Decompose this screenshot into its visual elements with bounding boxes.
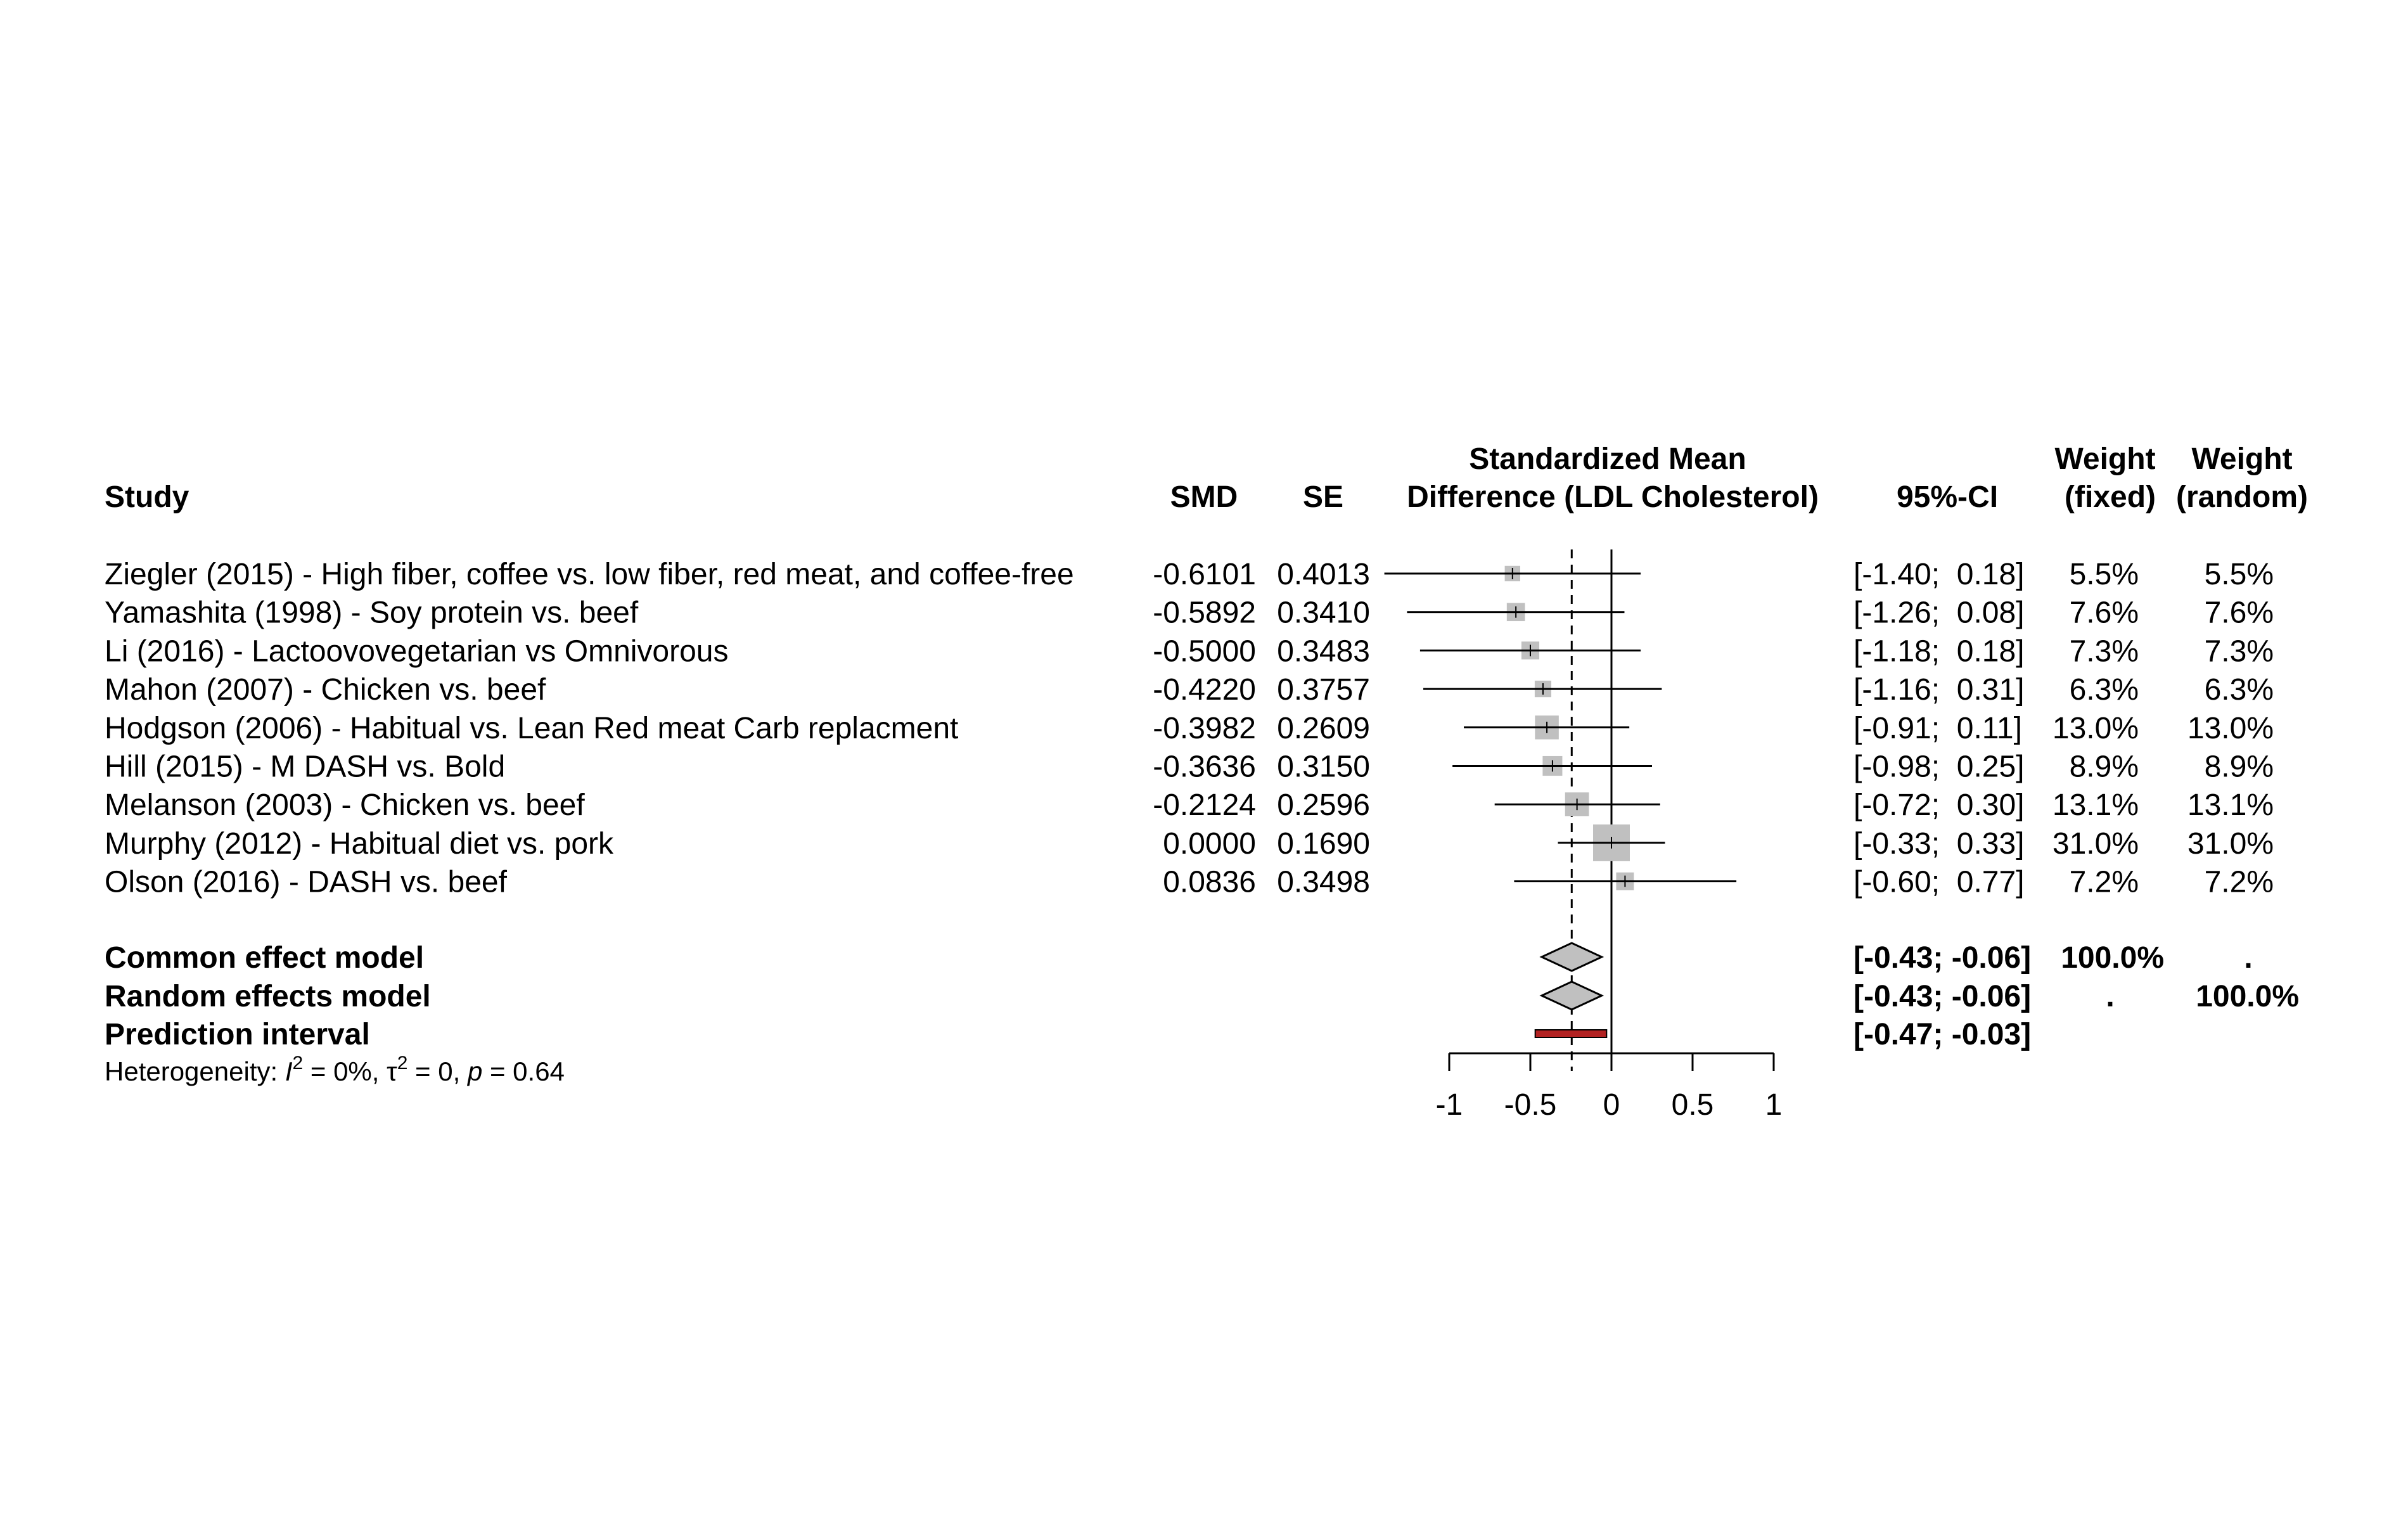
- common-ci: [-0.43; -0.06]: [1854, 941, 2032, 975]
- ci-value: [-0.33; 0.33]: [1854, 826, 2025, 861]
- header-se: SE: [1302, 480, 1344, 514]
- ci-value: [-0.98; 0.25]: [1854, 750, 2025, 784]
- het-p-symbol: p: [467, 1056, 483, 1086]
- weight-random-value: 7.3%: [2204, 634, 2274, 669]
- common-effect-diamond: [1542, 943, 1602, 971]
- het-tau-symbol: τ: [387, 1056, 397, 1086]
- random-label: Random effects model: [105, 980, 431, 1013]
- common-label: Common effect model: [105, 941, 425, 975]
- study-label: Olson (2016) - DASH vs. beef: [105, 865, 507, 899]
- header-weight-random-line1: Weight: [2191, 442, 2293, 476]
- plot-area: [1385, 549, 1737, 1071]
- se-value: 0.2609: [1277, 711, 1370, 745]
- random-effect-diamond: [1542, 982, 1602, 1010]
- x-axis-tick-label: 1: [1765, 1088, 1783, 1122]
- weight-fixed-value: 13.1%: [2052, 788, 2139, 823]
- header-study: Study: [105, 480, 189, 514]
- x-axis-tick-label: 0: [1603, 1088, 1620, 1122]
- weight-fixed-value: 7.2%: [2069, 865, 2139, 899]
- se-value: 0.4013: [1277, 558, 1370, 591]
- weight-random-value: 7.2%: [2204, 865, 2274, 899]
- header-weight-fixed-line1: Weight: [2054, 442, 2156, 476]
- se-value: 0.3483: [1277, 634, 1370, 669]
- smd-value: -0.2124: [1153, 788, 1256, 823]
- summary-rows: [105, 941, 2299, 1051]
- ci-value: [-1.40; 0.18]: [1854, 558, 2025, 591]
- x-axis-tick-label: -1: [1435, 1088, 1463, 1122]
- smd-value: 0.0000: [1163, 826, 1256, 861]
- study-label: Melanson (2003) - Chicken vs. beef: [105, 788, 585, 823]
- se-value: 0.3150: [1277, 750, 1370, 784]
- het-i2-sup: 2: [292, 1053, 304, 1074]
- prediction-ci: [-0.47; -0.03]: [1854, 1018, 2032, 1051]
- x-axis: [1436, 1053, 1783, 1122]
- column-headers: [105, 442, 2308, 514]
- weight-random-value: 8.9%: [2204, 750, 2274, 784]
- random-weight-random: 100.0%: [2196, 980, 2299, 1013]
- het-tau-sup: 2: [397, 1053, 408, 1074]
- weight-random-value: 13.1%: [2187, 788, 2274, 823]
- se-value: 0.3410: [1277, 596, 1370, 630]
- ci-value: [-1.16; 0.31]: [1854, 673, 2025, 707]
- x-axis-tick-label: -0.5: [1504, 1088, 1557, 1122]
- se-value: 0.3757: [1277, 673, 1370, 707]
- het-prefix: Heterogeneity:: [105, 1056, 285, 1086]
- header-ci: 95%-CI: [1896, 480, 1999, 514]
- random-weight-fixed: .: [2106, 980, 2115, 1013]
- header-plot-line2: Difference (LDL Cholesterol): [1407, 480, 1819, 514]
- weight-fixed-value: 5.5%: [2069, 558, 2139, 591]
- weight-random-value: 6.3%: [2204, 673, 2274, 707]
- weight-fixed-value: 7.3%: [2069, 634, 2139, 669]
- study-label: Li (2016) - Lactoovovegetarian vs Omnivorous: [105, 634, 729, 669]
- study-label: Murphy (2012) - Habitual diet vs. pork: [105, 826, 614, 861]
- ci-value: [-1.26; 0.08]: [1854, 596, 2025, 630]
- ci-value: [-0.91; 0.11]: [1854, 711, 2022, 745]
- weight-fixed-value: 6.3%: [2069, 673, 2139, 707]
- het-tau-value: = 0,: [407, 1056, 468, 1086]
- smd-value: -0.3636: [1153, 750, 1256, 784]
- ci-value: [-0.72; 0.30]: [1854, 788, 2025, 823]
- smd-value: 0.0836: [1163, 865, 1256, 899]
- header-weight-fixed-line2: (fixed): [2065, 480, 2156, 514]
- study-label: Hodgson (2006) - Habitual vs. Lean Red meat Carb replacment: [105, 711, 959, 745]
- weight-random-value: 5.5%: [2204, 558, 2274, 591]
- heterogeneity-text: [105, 1053, 565, 1086]
- study-label: Ziegler (2015) - High fiber, coffee vs. low fiber, red meat, and coffee-free: [105, 558, 1074, 591]
- ci-value: [-0.60; 0.77]: [1854, 865, 2025, 899]
- random-ci: [-0.43; -0.06]: [1854, 980, 2032, 1013]
- study-label: Mahon (2007) - Chicken vs. beef: [105, 673, 546, 707]
- smd-value: -0.5892: [1153, 596, 1256, 630]
- header-plot-line1: Standardized Mean: [1469, 442, 1746, 476]
- study-rows: [105, 558, 2274, 899]
- x-axis-tick-label: 0.5: [1671, 1088, 1714, 1122]
- study-label: Hill (2015) - M DASH vs. Bold: [105, 750, 506, 784]
- het-i2-symbol: I: [285, 1056, 293, 1086]
- weight-fixed-value: 13.0%: [2052, 711, 2139, 745]
- weight-random-value: 13.0%: [2187, 711, 2274, 745]
- smd-value: -0.4220: [1153, 673, 1256, 707]
- prediction-interval-bar: [1535, 1030, 1607, 1037]
- weight-fixed-value: 8.9%: [2069, 750, 2139, 784]
- weight-fixed-value: 31.0%: [2052, 826, 2139, 861]
- smd-value: -0.5000: [1153, 634, 1256, 669]
- prediction-label: Prediction interval: [105, 1018, 370, 1051]
- common-weight-fixed: 100.0%: [2061, 941, 2164, 975]
- weight-random-value: 31.0%: [2187, 826, 2274, 861]
- het-i2-value: = 0%,: [303, 1056, 387, 1086]
- smd-value: -0.3982: [1153, 711, 1256, 745]
- het-p-value: = 0.64: [482, 1056, 565, 1086]
- header-weight-random-line2: (random): [2176, 480, 2308, 514]
- smd-value: -0.6101: [1153, 558, 1256, 591]
- ci-value: [-1.18; 0.18]: [1854, 634, 2025, 669]
- common-weight-random: .: [2244, 941, 2253, 975]
- weight-fixed-value: 7.6%: [2069, 596, 2139, 630]
- weight-random-value: 7.6%: [2204, 596, 2274, 630]
- se-value: 0.3498: [1277, 865, 1370, 899]
- header-smd: SMD: [1170, 480, 1238, 514]
- se-value: 0.1690: [1277, 826, 1370, 861]
- study-label: Yamashita (1998) - Soy protein vs. beef: [105, 596, 639, 630]
- se-value: 0.2596: [1277, 788, 1370, 823]
